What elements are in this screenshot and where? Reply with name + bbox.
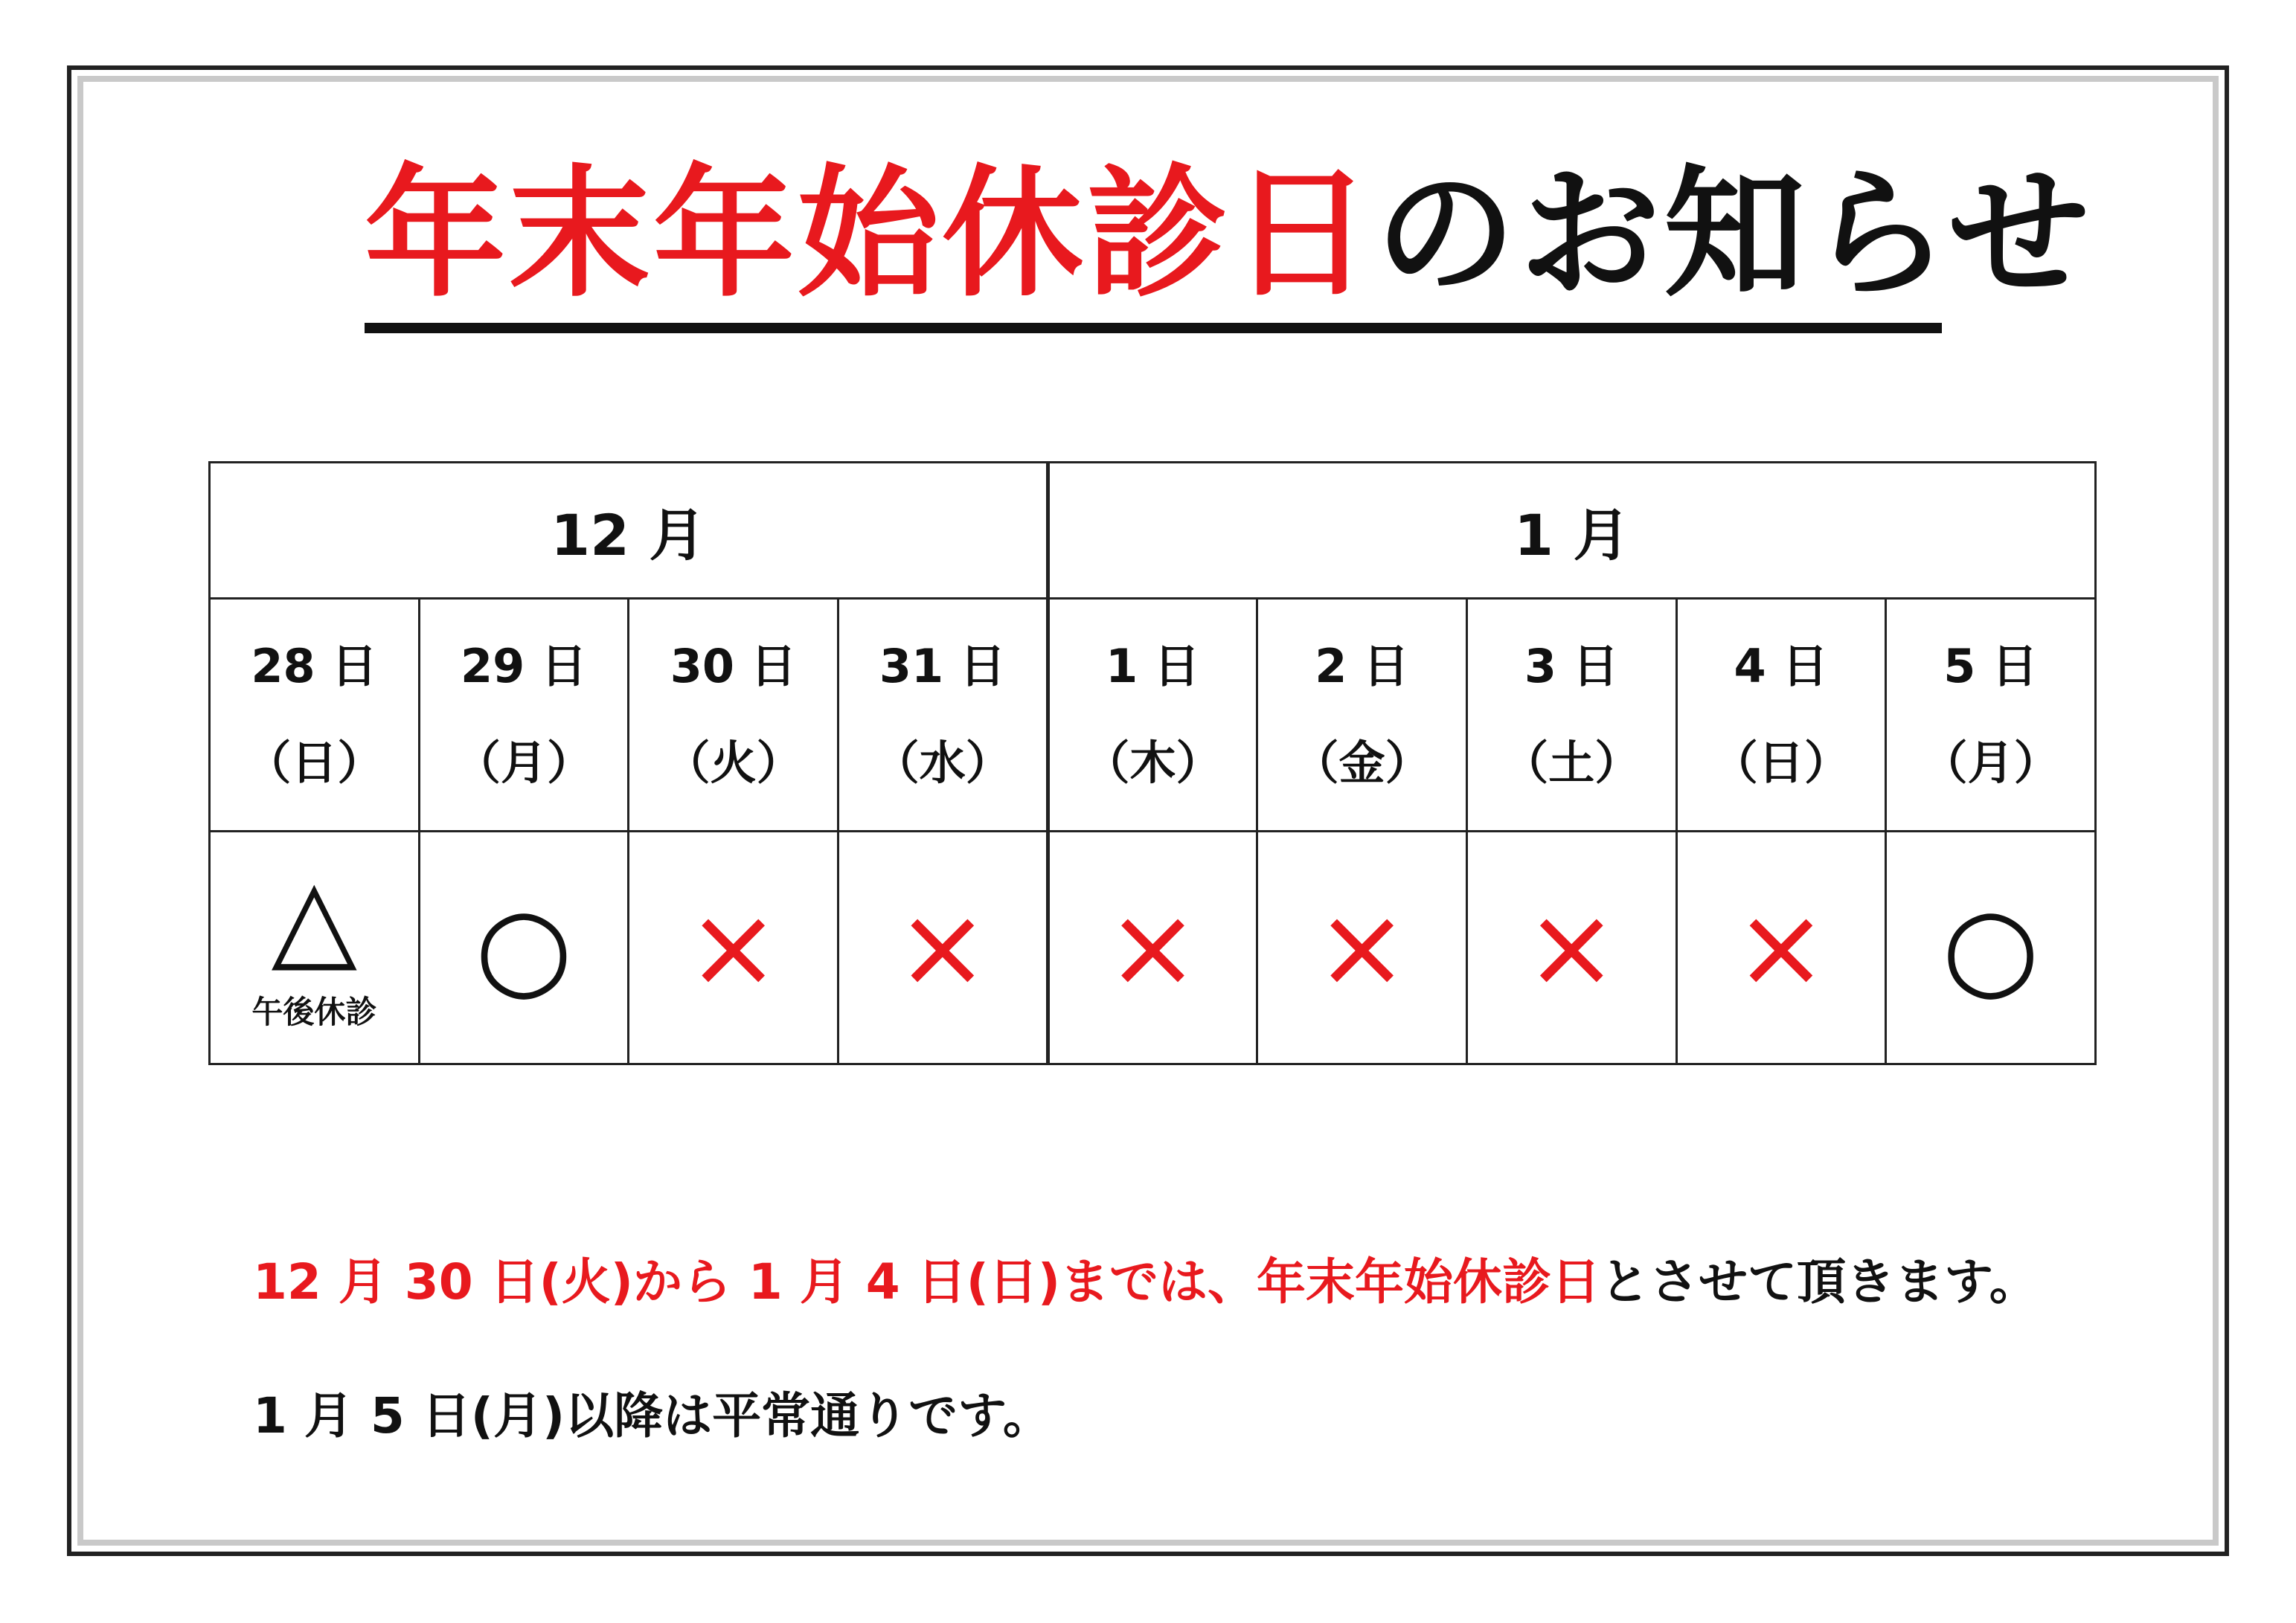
month-december: 12 月	[210, 463, 1048, 599]
status-cell	[1257, 832, 1467, 1064]
circle-icon: ○	[475, 883, 573, 1012]
status-cell	[838, 832, 1048, 1064]
afternoon-closed-note: 午後休診	[251, 994, 377, 1030]
day-date: 5 日	[1943, 639, 2038, 693]
day-weekday: （日）	[1711, 736, 1850, 790]
day-cell	[629, 599, 838, 832]
title-red-part: 年末年始休診日	[365, 152, 1376, 316]
day-weekday: （金）	[1292, 736, 1431, 790]
resume-message: 1 月 5 日(月)以降は平常通りです。	[253, 1387, 1052, 1444]
status-cell	[1676, 832, 1886, 1064]
title-underline	[365, 323, 1942, 333]
status-row	[210, 832, 2096, 1064]
day-cell	[1257, 599, 1467, 832]
day-date: 3 日	[1524, 639, 1619, 693]
day-weekday: （水）	[873, 736, 1012, 790]
day-cell	[210, 599, 420, 832]
holiday-calendar-table	[208, 461, 2097, 1065]
day-weekday: （木）	[1083, 736, 1222, 790]
day-date: 2 日	[1315, 639, 1409, 693]
day-cell	[838, 599, 1048, 832]
cross-icon: ×	[895, 883, 990, 1012]
status-cell	[419, 832, 629, 1064]
circle-icon: ○	[1942, 883, 2040, 1012]
day-weekday: （月）	[454, 736, 593, 790]
month-header-row	[210, 463, 2096, 599]
status-cell	[629, 832, 838, 1064]
title-black-part: のお知らせ	[1375, 152, 2093, 316]
status-cell	[1466, 832, 1676, 1064]
day-date: 29 日	[461, 639, 587, 693]
day-cell	[1676, 599, 1886, 832]
cross-icon: ×	[1106, 883, 1200, 1012]
day-date: 31 日	[879, 639, 1006, 693]
day-cell	[1466, 599, 1676, 832]
cross-icon: ×	[1734, 883, 1828, 1012]
month-january: 1 月	[1048, 463, 2095, 599]
day-date: 28 日	[251, 639, 378, 693]
day-weekday: （土）	[1502, 736, 1641, 790]
triangle-icon: △	[271, 854, 357, 983]
day-date: 4 日	[1734, 639, 1829, 693]
day-cell	[419, 599, 629, 832]
day-weekday: （火）	[664, 736, 803, 790]
closure-suffix-text: とさせて頂きます。	[1600, 1253, 2039, 1311]
status-cell	[1886, 832, 2096, 1064]
status-cell	[1048, 832, 1257, 1064]
closure-message	[253, 1242, 2039, 1313]
closure-label-text: 年末年始休診日	[1257, 1253, 1601, 1311]
day-weekday: （月）	[1921, 736, 2060, 790]
closure-period-text: 12 月 30 日(火)から 1 月 4 日(日)までは、	[253, 1253, 1257, 1311]
day-date: 1 日	[1106, 639, 1200, 693]
status-cell	[210, 832, 420, 1064]
cross-icon: ×	[1524, 883, 1619, 1012]
page-title	[365, 152, 2093, 316]
day-date: 30 日	[670, 639, 797, 693]
day-cell	[1048, 599, 1257, 832]
day-row	[210, 599, 2096, 832]
cross-icon: ×	[1315, 883, 1409, 1012]
day-weekday: （日）	[245, 736, 384, 790]
cross-icon: ×	[686, 883, 780, 1012]
day-cell	[1886, 599, 2096, 832]
